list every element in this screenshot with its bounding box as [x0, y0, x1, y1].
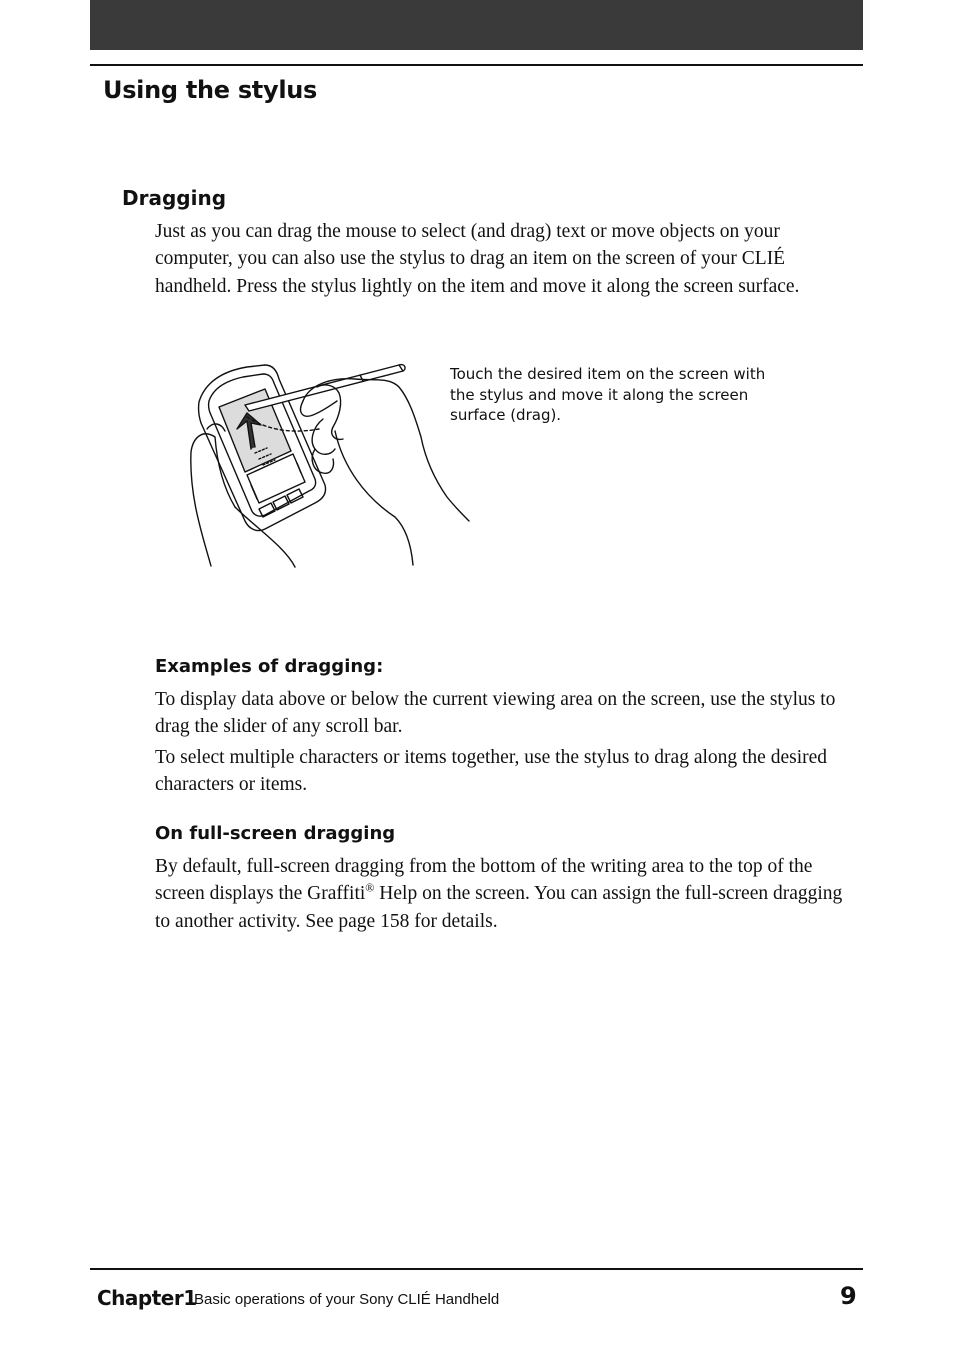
- footer-description: Basic operations of your Sony CLIÉ Handheld: [194, 1291, 500, 1308]
- examples-paragraph-1: To display data above or below the current viewing area on the screen, use the stylus to drag the slider of any scroll bar.: [155, 689, 836, 738]
- fullscreen-heading: On full-screen dragging: [155, 823, 396, 844]
- intro-paragraph: Just as you can drag the mouse to select (and drag) text or move objects on your computer, you can also use the stylus to drag an item on the screen of your CLIÉ handheld. Press the stylus lightly on the item and move it along the screen surface.: [155, 221, 800, 297]
- registered-mark: ®: [365, 880, 375, 895]
- fullscreen-text-part2: Help on the screen. You can assign the full-screen dragging to another activity. See page 158 for details.: [155, 883, 843, 932]
- fullscreen-text-part1: By default, full-screen dragging from the bottom of the writing area to the top of the screen displays the Graffiti: [155, 856, 813, 905]
- stylus-dragging-illustration: [185, 357, 475, 569]
- header-bar: [90, 0, 863, 50]
- figure-caption: Touch the desired item on the screen with the stylus and move it along the screen surface (drag).: [450, 365, 766, 424]
- page-title: Using the stylus: [103, 76, 318, 104]
- examples-paragraph-2: To select multiple characters or items together, use the stylus to drag along the desired characters or items.: [155, 747, 828, 796]
- section-heading-dragging: Dragging: [122, 186, 227, 210]
- fullscreen-paragraph: [155, 853, 845, 935]
- page-number: 9: [840, 1282, 857, 1310]
- header-rule: [90, 64, 863, 66]
- footer-chapter: Chapter1: [97, 1286, 197, 1310]
- examples-heading: Examples of dragging:: [155, 656, 384, 677]
- footer-rule: [90, 1268, 863, 1270]
